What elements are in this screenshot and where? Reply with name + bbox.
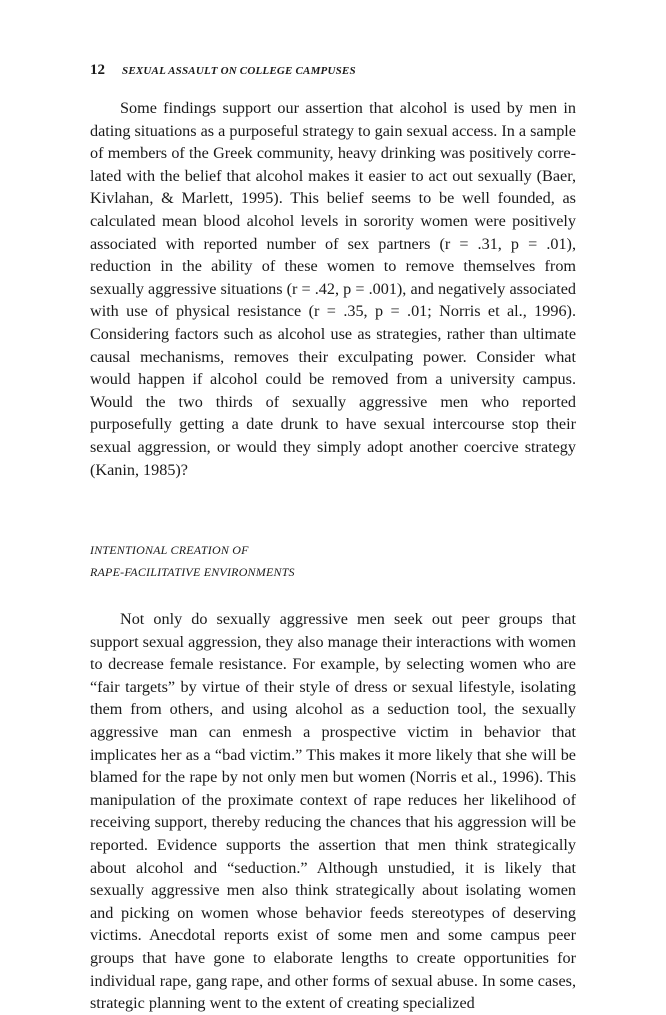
body-paragraph-2: Not only do sexually aggressive men seek out peer groups that support sexual aggression, they also manage their interactions with women to decrease female resistance. For example, by selecting women who are “fair targets” by virtue of their style of dress or sexual lifestyle, isolating them from others, and using alcohol as a seduction tool, the sexually aggressive man can enmesh a prospective victim in behavior that implicates her as a “bad victim.” This makes it more likely that she will be blamed for the rape by not only men but women (Norris et al., 1996). This manipulation of the proximate context of rape reduces her likelihood of receiving support, thereby reducing the chances that his aggression will be reported. Evidence supports the assertion that men think strategically about alcohol and “seduction.” Although unstudied, it is likely that sexually aggressive men also think strategically about isolating women and picking on women whose behavior feeds stereotypes of deserving victims. Anecdotal reports exist of some men and some campus peer groups that have gone to elaborate lengths to create opportunities for individual rape, gang rape, and other forms of sexual abuse. In some cases, strategic planning went to the extent of creating specialized	[90, 610, 576, 1013]
page-number: 12	[90, 62, 105, 78]
section-heading-line-1: INTENTIONAL CREATION OF	[90, 543, 249, 558]
running-head	[90, 62, 576, 79]
body-paragraph-1: Some findings support our assertion that alcohol is used by men in dating situations as a purposeful strategy to gain sexual access. In a sample of members of the Greek community, heavy drinking was positively correlated with the belief that alcohol makes it easier to act out sexually (Baer, Kivlahan, & Marlett, 1995). This belief seems to be well founded, as calculated mean blood alcohol levels in sorority women were positively associated with reported number of sex partners (r = .31, p = .01), reduction in the ability of these women to remove themselves from sexually aggressive situations (r = .42, p = .001), and negatively associated with use of physical resistance (r = .35, p = .01; Norris et al., 1996). Considering factors such as alcohol use as strategies, rather than ultimate causal mechanisms, removes their exculpating power. Consider what would happen if alcohol could be removed from a university campus. Would the two thirds of sexually aggressive men who reported purposefully getting a date drunk to have sexual intercourse stop their sexual aggression, or would they simply adopt another coercive strategy (Kanin, 1985)?	[90, 99, 576, 479]
section-heading-line-2: RAPE-FACILITATIVE ENVIRONMENTS	[90, 565, 295, 580]
book-page	[90, 62, 576, 1015]
running-title: SEXUAL ASSAULT ON COLLEGE CAMPUSES	[122, 65, 356, 77]
section-heading	[90, 539, 576, 583]
